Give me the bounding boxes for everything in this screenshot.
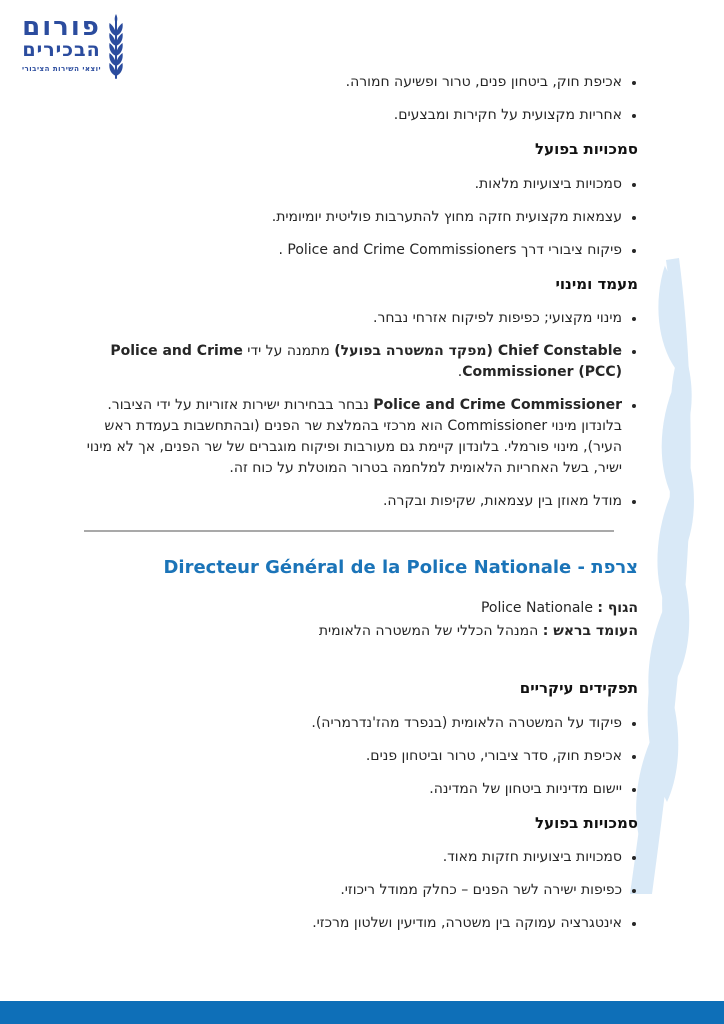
footer-bar: [0, 1001, 724, 1024]
bullet-item: • פיקוד על המשטרה הלאומית (בנפרד מהז'נדרמריה).: [84, 713, 622, 734]
uk-status-bullet-list: [84, 308, 638, 512]
pcc-paragraph-text: נבחר בבחירות ישירות אזוריות על ידי הציבור. בלונדון מינוי Commissioner הוא מרכזי בהמלצת שר הפנים (ובהתחשבות בעמדת ראש העיר), מינוי פורמלי. בלונדון קיימת גם מעורבות ופיקוח מוגברים של שר הפנים, אך לא מינוי ישיר, בשל האחריות הלאומית למלחמה בטרור המוטלת על כוח זה.: [86, 397, 622, 476]
forum-logo: [22, 14, 126, 80]
logo-subtitle: יוצאי השירות הציבורי: [22, 64, 102, 73]
logo-title-line1: פורום: [22, 12, 101, 42]
document-content: [84, 72, 638, 946]
bullet-item: • פיקוח ציבורי דרך Police and Crime Commissioners .: [84, 240, 622, 261]
bullet-item: • סמכויות ביצועיות חזקות מאוד.: [84, 847, 622, 868]
section-heading-uk-powers: סמכויות בפועל: [535, 140, 638, 158]
bullet-item: • אינטגרציה עמוקה בין משטרה, מודיעין ושלטון מרכזי.: [84, 913, 622, 934]
org-line: [84, 597, 638, 620]
bullet-item: • אכיפת חוק, ביטחון פנים, טרור ופשיעה חמורה.: [84, 72, 622, 93]
section-divider: [84, 530, 614, 532]
intro-bullet-list: [84, 72, 638, 126]
head-line: [84, 620, 638, 643]
pcc-bold: Police and Crime Commissioner (PCC): [110, 343, 622, 380]
head-label: העומד בראש :: [542, 623, 638, 640]
bullet-item: • אחריות מקצועית על חקירות ומבצעים.: [84, 105, 622, 126]
france-roles-bullet-list: [84, 713, 638, 800]
bullet-item: [84, 341, 622, 383]
france-powers-bullet-list: [84, 847, 638, 934]
bullet-item: • כפיפות ישירה לשר הפנים – כחלק ממודל ריכוזי.: [84, 880, 622, 901]
bullet-item: • אכיפת חוק, סדר ציבורי, טרור וביטחון פנים.: [84, 746, 622, 767]
chief-constable-text: מתמנה על ידי: [242, 343, 335, 359]
uk-powers-bullet-list: [84, 174, 638, 261]
logo-title-line2: הבכירים: [22, 39, 101, 61]
france-section-heading: צרפת - Directeur Général de la Police Nationale: [163, 557, 638, 578]
head-value: המנהל הכללי של המשטרה הלאומית: [318, 623, 539, 640]
bullet-item: • מודל מאוזן בין עצמאות, שקיפות ובקרה.: [84, 491, 622, 512]
bullet-item: [84, 395, 622, 479]
wheat-icon: [106, 14, 126, 80]
section-heading-france-roles: תפקידים עיקריים: [519, 679, 638, 698]
chief-constable-bold: Chief Constable (מפקד המשטרה בפועל): [334, 343, 622, 359]
bullet-item: • סמכויות ביצועיות מלאות.: [84, 174, 622, 195]
pcc-title-bold: Police and Crime Commissioner: [373, 397, 622, 413]
bullet-item: • עצמאות מקצועית חזקה מחוץ להתערבות פוליטית יומיומית.: [84, 207, 622, 228]
section-heading-uk-status: מעמד ומינוי: [555, 274, 638, 293]
org-label: הגוף :: [597, 600, 638, 616]
section-heading-france-powers: סמכויות בפועל: [535, 813, 638, 832]
forum-logo-text: [22, 14, 101, 73]
bullet-item: • יישום מדיניות ביטחון של המדינה.: [84, 779, 622, 800]
chief-constable-period: .: [457, 364, 463, 380]
bullet-item: • מינוי מקצועי; כפיפות לפיקוח אזרחי נבחר.: [84, 308, 622, 329]
org-value: Police Nationale: [480, 600, 593, 616]
